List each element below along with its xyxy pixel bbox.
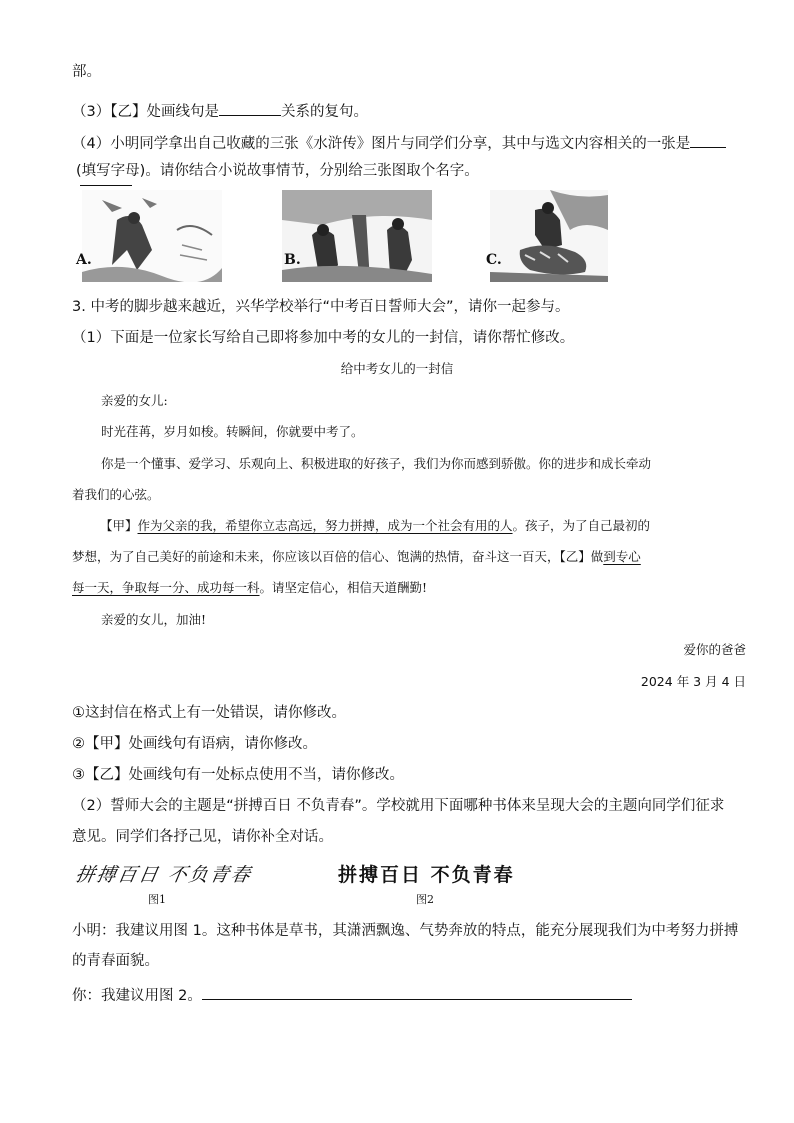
- dialogue-you-text: 你：我建议用图 2。: [72, 988, 202, 1004]
- letter-signature: 爱你的爸爸: [683, 642, 746, 657]
- letter-paragraph-3-cont2: [72, 578, 427, 598]
- answer-blank[interactable]: [219, 99, 281, 116]
- letter-paragraph-1: 时光荏苒，岁月如梭。转瞬间，你就要中考了。: [101, 424, 364, 439]
- answer-blank[interactable]: [202, 983, 632, 1000]
- picture-c-label: C.: [486, 252, 502, 268]
- illustration-b-image: [282, 190, 432, 282]
- dialogue-xiaoming-cont: 的青春面貌。: [72, 953, 159, 969]
- letter-paragraph-3: [100, 516, 650, 536]
- letter-greeting: 亲爱的女儿:: [101, 393, 168, 408]
- letter-paragraph-3-cont: [72, 547, 641, 567]
- figure-2-caption: 图2: [416, 893, 434, 906]
- yi-underlined-start: 到专心: [603, 549, 641, 564]
- picture-b-label: B.: [284, 252, 301, 268]
- question-3-2: （2）誓师大会的主题是“拼搏百日 不负青春”。学校就用下面哪种书体来呈现大会的主题向同学们征求: [72, 798, 725, 814]
- letter-paragraph-4: 亲爱的女儿，加油!: [101, 612, 207, 627]
- letter-paragraph-2-cont: 着我们的心弦。: [72, 487, 160, 502]
- yi-underlined-sentence: 每一天，争取每一分、成功每一科: [72, 580, 260, 595]
- answer-blank[interactable]: [690, 131, 726, 148]
- letter-date: 2024 年 3 月 4 日: [640, 674, 746, 689]
- figure-1-caption: 图1: [148, 893, 166, 906]
- calligraphy-figure-2: 拼搏百日 不负青春: [338, 864, 515, 886]
- q3-3-tail: 关系的复句。: [280, 104, 368, 120]
- task-3: ③【乙】处画线句有一处标点使用不当，请你修改。: [72, 767, 404, 783]
- text-line-1: 部。: [72, 64, 101, 80]
- answer-blank[interactable]: [80, 185, 132, 186]
- question-3-3: [72, 99, 368, 122]
- letter-paragraph-2: 你是一个懂事、爱学习、乐观向上、积极进取的好孩子，我们为你而感到骄傲。你的进步和成长牵动: [101, 456, 652, 471]
- letter-p3-rest: 。孩子，为了自己最初的: [512, 518, 651, 533]
- task-2: ②【甲】处画线句有语病，请你修改。: [72, 736, 317, 752]
- question-3-4-cont: (填写字母)。请你结合小说故事情节，分别给三张图取个名字。: [76, 163, 479, 179]
- illustration-c-image: [490, 190, 608, 282]
- jia-underlined-sentence: 作为父亲的我，希望你立志高远，努力拼搏，成为一个社会有用的人: [137, 518, 513, 533]
- letter-title: 给中考女儿的一封信: [340, 361, 454, 376]
- task-1: ①这封信在格式上有一处错误，请你修改。: [72, 705, 346, 721]
- illustration-a-image: [82, 190, 222, 282]
- jia-marker: 【甲】: [100, 518, 138, 533]
- picture-b: [282, 190, 432, 282]
- q3-3-text: （3）【乙】处画线句是: [72, 104, 219, 120]
- question-3-4: [72, 131, 726, 154]
- q3-4-text: （4）小明同学拿出自己收藏的三张《水浒传》图片与同学们分享，其中与选文内容相关的一张是: [72, 136, 691, 152]
- dialogue-xiaoming: 小明：我建议用图 1。这种书体是草书，其潇洒飘逸、气势奔放的特点，能充分展现我们为中考努力拼搏: [72, 923, 739, 939]
- question-3: 3. 中考的脚步越来越近，兴华学校举行“中考百日誓师大会”，请你一起参与。: [72, 299, 570, 315]
- picture-a-label: A.: [76, 252, 92, 268]
- letter-p4-text: 梦想，为了自己美好的前途和未来，你应该以百倍的信心、饱满的热情，奋斗这一百天，【乙】做: [72, 549, 604, 564]
- question-3-1: （1）下面是一位家长写给自己即将参加中考的女儿的一封信，请你帮忙修改。: [72, 330, 575, 346]
- picture-a: [76, 190, 222, 282]
- picture-c: [486, 190, 608, 282]
- calligraphy-figure-1: 拼搏百日 不负青春: [73, 864, 254, 886]
- dialogue-you: [72, 983, 632, 1006]
- letter-p5-rest: 。请坚定信心，相信天道酬勤!: [259, 580, 428, 595]
- question-3-2-cont: 意见。同学们各抒己见，请你补全对话。: [72, 829, 333, 845]
